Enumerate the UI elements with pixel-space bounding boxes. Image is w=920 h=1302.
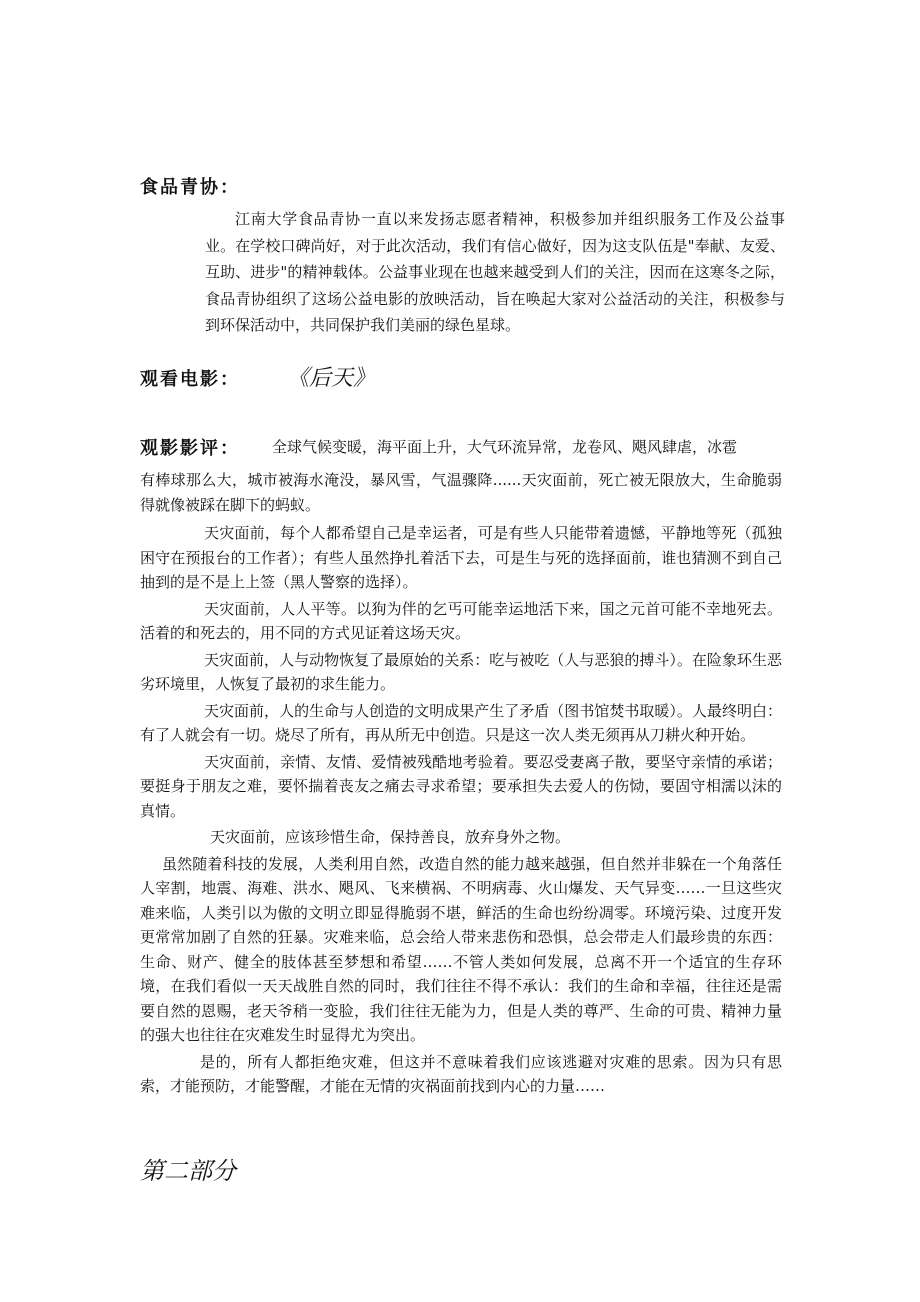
heading-food-association: 食品青协： xyxy=(140,177,240,198)
review-paragraph: 天灾面前，人人平等。以狗为伴的乞丐可能幸运地活下来，国之元首可能不幸地死去。活着的和死去的，用不同的方式见证着这场天灾。 xyxy=(140,599,782,642)
review-paragraph: 虽然随着科技的发展，人类利用自然，改造自然的能力越来越强，但自然并非躲在一个角落任人宰割，地震、海难、洪水、飓风、飞来横祸、不明病毒、火山爆发、天气异变……一旦这些灾难来临，人类引以为傲的文明立即显得脆弱不堪，鲜活的生命也纷纷凋零。环境污染、过度开发更常常加剧了自然的狂暴。灾难来临，总会给人带来悲伤和恐惧，总会带走人们最珍贵的东西：生命、财产、健全的肢体甚至梦想和希望……不管人类如何发展，总离不开一个适宜的生存环境，在我们看似一天天战胜自然的同时，我们往往不得不承认：我们的生命和幸福，往往还是需要自然的恩赐，老天爷稍一变脸，我们往往无能为力，但是人类的尊严、生命的可贵、精神力量的强大也往往在灾难发生时显得尤为突出。 xyxy=(140,854,782,1044)
review-paragraph: 是的，所有人都拒绝灾难，但这并不意味着我们应该逃避对灾难的思索。因为只有思索，才能预防，才能警醒，才能在无情的灾祸面前找到内心的力量…… xyxy=(140,1052,782,1095)
intro-paragraph: 江南大学食品青协一直以来发扬志愿者精神，积极参加并组织服务工作及公益事业。在学校口碑尚好，对于此次活动，我们有信心做好，因为这支队伍是"奉献、友爱、互助、进步"的精神载体。公益事业现在也越来越受到人们的关注，因而在这寒冬之际，食品青协组织了这场公益电影的放映活动，旨在唤起大家对公益活动的关注，积极参与到环保活动中，共同保护我们美丽的绿色星球。 xyxy=(205,210,785,334)
review-paragraph: 天灾面前，每个人都希望自己是幸运者，可是有些人只能带着遗憾，平静地等死（孤独困守在预报台的工作者）；有些人虽然挣扎着活下去，可是生与死的选择面前，谁也猜测不到自己抽到的是不是上上签（黑人警察的选择）。 xyxy=(140,524,782,591)
movie-title: 《后天》 xyxy=(287,366,376,391)
review-paragraph: 天灾面前，应该珍惜生命，保持善良，放弃身外之物。 xyxy=(210,828,571,846)
heading-watch-movie: 观看电影： xyxy=(140,369,240,390)
review-paragraph: 天灾面前，人与动物恢复了最原始的关系：吃与被吃（人与恶狼的搏斗）。在险象环生恶劣环境里，人恢复了最初的求生能力。 xyxy=(140,650,782,693)
review-paragraph: 天灾面前，人的生命与人创造的文明成果产生了矛盾（图书馆焚书取暖）。人最终明白：有了人就会有一切。烧尽了所有，再从所无中创造。只是这一次人类无须再从刀耕火种开始。 xyxy=(140,701,782,744)
review-first-line: 全球气候变暖，海平面上升，大气环流异常，龙卷风、飓风肆虐，冰雹 xyxy=(272,438,738,456)
review-continuation: 有棒球那么大，城市被海水淹没，暴风雪，气温骤降......天灾面前，死亡被无限放大，生命脆弱得就像被踩在脚下的蚂蚁。 xyxy=(140,471,782,514)
intro-section xyxy=(205,206,785,339)
review-paragraph: 天灾面前，亲情、友情、爱情被残酷地考验着。要忍受妻离子散，要坚守亲情的承诺；要挺身于朋友之难，要怀揣着丧友之痛去寻求希望；要承担失去爱人的伤恸，要固守相濡以沫的真情。 xyxy=(140,752,782,820)
review-section xyxy=(140,468,782,1101)
section-title-part-two: 第二部分 xyxy=(140,1157,236,1185)
heading-review: 观影影评： xyxy=(140,438,240,459)
